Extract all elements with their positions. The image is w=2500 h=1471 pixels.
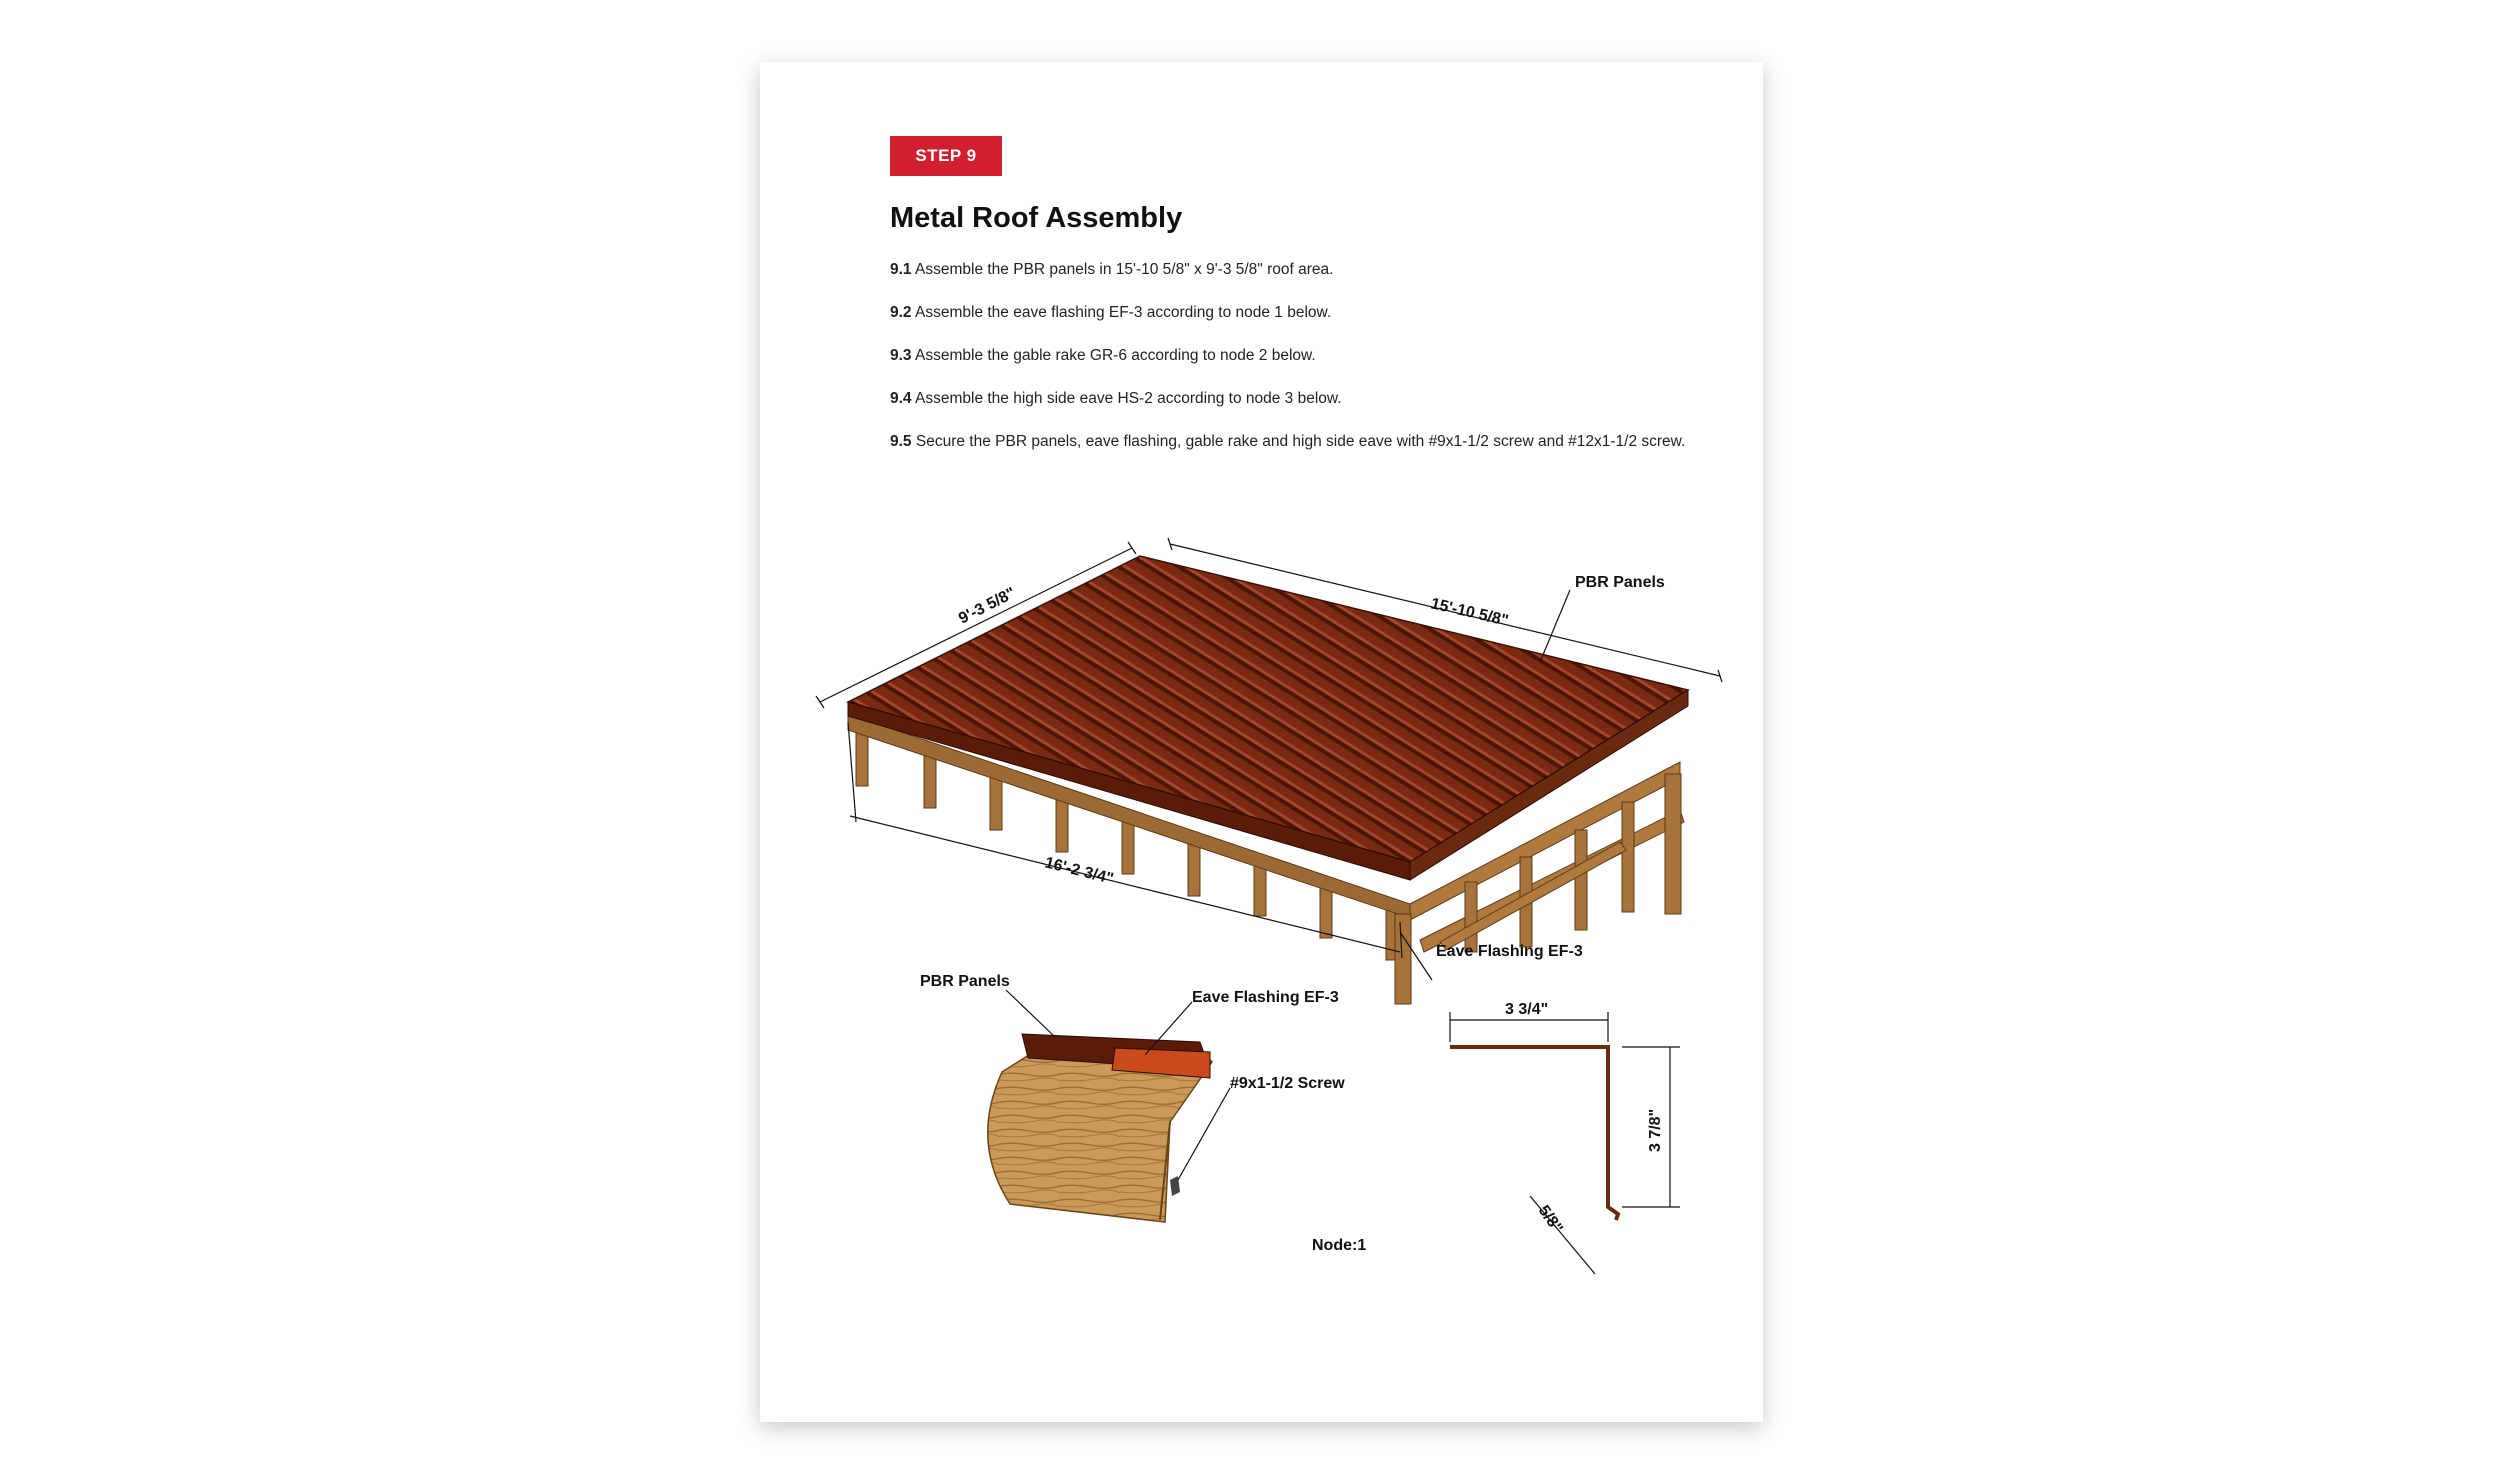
dim-width: 9'-3 5/8" (956, 584, 1019, 628)
detail-label-eave: Eave Flashing EF-3 (1192, 989, 1339, 1006)
dim-side: 3 7/8" (1647, 1108, 1664, 1152)
instruction-5: 9.5 Secure the PBR panels, eave flashing, gable rake and high side eave with #9x1-1/2 screw and #12x1-1/2 screw. (890, 433, 1686, 450)
flashing-profile (1450, 1001, 1680, 1274)
roof-assembly-figure (760, 62, 1763, 1422)
pbr-roof-panels (848, 556, 1688, 862)
dim-base: 16'-2 3/4" (1043, 854, 1116, 888)
instruction-2: 9.2 Assemble the eave flashing EF-3 according to node 1 below. (890, 304, 1332, 321)
instruction-1: 9.1 Assemble the PBR panels in 15'-10 5/8" x 9'-3 5/8" roof area. (890, 261, 1334, 278)
detail-label-panels: PBR Panels (920, 973, 1010, 990)
dim-top: 3 3/4" (1505, 1001, 1549, 1018)
label-pbr-panels: PBR Panels (1575, 574, 1665, 591)
label-eave-flashing: Eave Flashing EF-3 (1436, 943, 1583, 960)
page-title: Metal Roof Assembly (890, 202, 1183, 234)
eave-detail (988, 1034, 1212, 1222)
detail-label-screw: #9x1-1/2 Screw (1230, 1075, 1345, 1092)
dim-length: 15'-10 5/8" (1429, 595, 1510, 630)
dim-lip: 5/8" (1534, 1202, 1566, 1237)
node-label: Node:1 (1312, 1237, 1367, 1254)
instruction-4: 9.4 Assemble the high side eave HS-2 according to node 3 below. (890, 390, 1342, 407)
manual-page (760, 62, 1763, 1422)
instruction-3: 9.3 Assemble the gable rake GR-6 according to node 2 below. (890, 347, 1316, 364)
step-badge: STEP 9 (890, 136, 1002, 176)
